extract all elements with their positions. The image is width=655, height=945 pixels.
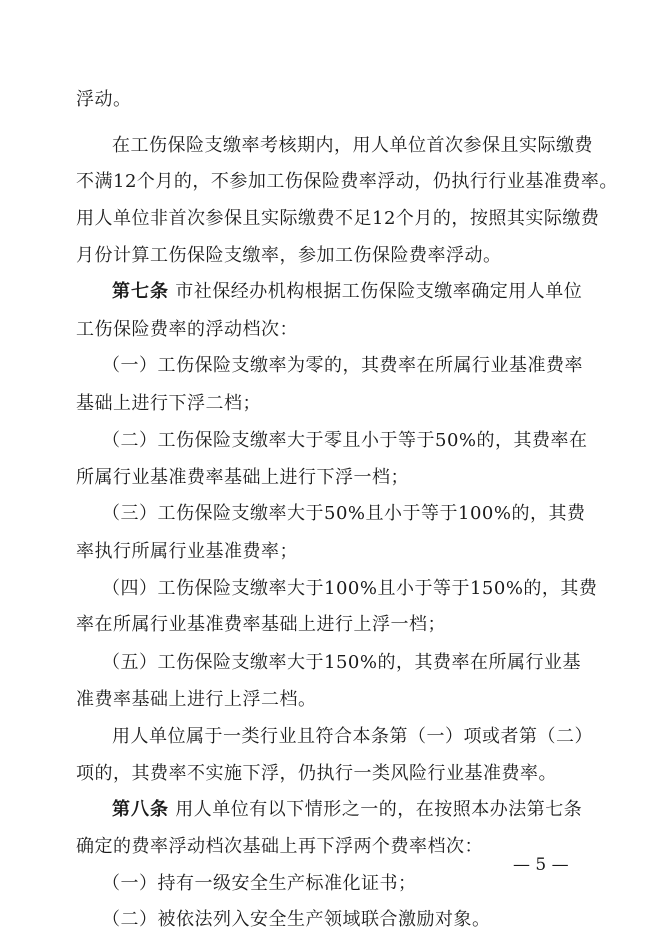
list-item-line: （一）工伤保险支缴率为零的，其费率在所属行业基准费率 bbox=[102, 355, 583, 376]
list-item-line: （五）工伤保险支缴率大于150%的，其费率在所属行业基 bbox=[102, 652, 581, 673]
list-item-line: （二）工伤保险支缴率大于零且小于等于50%的，其费率在 bbox=[102, 430, 588, 451]
article-label: 第七条 bbox=[112, 281, 169, 302]
article-heading-line bbox=[112, 280, 582, 304]
article-text: 用人单位有以下情形之一的，在按照本办法第七条 bbox=[175, 799, 583, 820]
text-line: 在工伤保险支缴率考核期内，用人单位首次参保且实际缴费 bbox=[112, 135, 593, 156]
page-number: — 5 — bbox=[513, 855, 569, 875]
text-line: 项的，其费率不实施下浮，仍执行一类风险行业基准费率。 bbox=[76, 763, 557, 784]
text-line: 率执行所属行业基准费率； bbox=[76, 541, 298, 562]
article-heading-line bbox=[112, 798, 582, 822]
list-item-line: （一）持有一级安全生产标准化证书； bbox=[102, 873, 417, 894]
text-line: 浮动。 bbox=[76, 89, 132, 110]
text-line: 用人单位属于一类行业且符合本条第（一）项或者第（二） bbox=[112, 726, 593, 747]
text-line: 月份计算工伤保险支缴率，参加工伤保险费率浮动。 bbox=[76, 245, 502, 266]
list-item-line: （二）被依法列入安全生产领域联合激励对象。 bbox=[102, 909, 491, 930]
list-item-line: （四）工伤保险支缴率大于100%且小于等于150%的，其费 bbox=[102, 578, 598, 599]
text-line: 基础上进行下浮二档； bbox=[76, 393, 261, 414]
text-line: 工伤保险费率的浮动档次： bbox=[76, 319, 298, 340]
article-label: 第八条 bbox=[112, 799, 169, 820]
text-line: 确定的费率浮动档次基础上再下浮两个费率档次： bbox=[76, 836, 483, 857]
text-line: 不满12个月的，不参加工伤保险费率浮动，仍执行行业基准费率。 bbox=[76, 171, 618, 192]
list-item-line: （三）工伤保险支缴率大于50%且小于等于100%的，其费 bbox=[102, 503, 586, 524]
text-line: 所属行业基准费率基础上进行下浮一档； bbox=[76, 467, 409, 488]
text-line: 准费率基础上进行上浮二档。 bbox=[76, 689, 317, 710]
text-line: 率在所属行业基准费率基础上进行上浮一档； bbox=[76, 614, 446, 635]
text-line: 用人单位非首次参保且实际缴费不足12个月的，按照其实际缴费 bbox=[76, 208, 600, 229]
article-text: 市社保经办机构根据工伤保险支缴率确定用人单位 bbox=[175, 281, 583, 302]
